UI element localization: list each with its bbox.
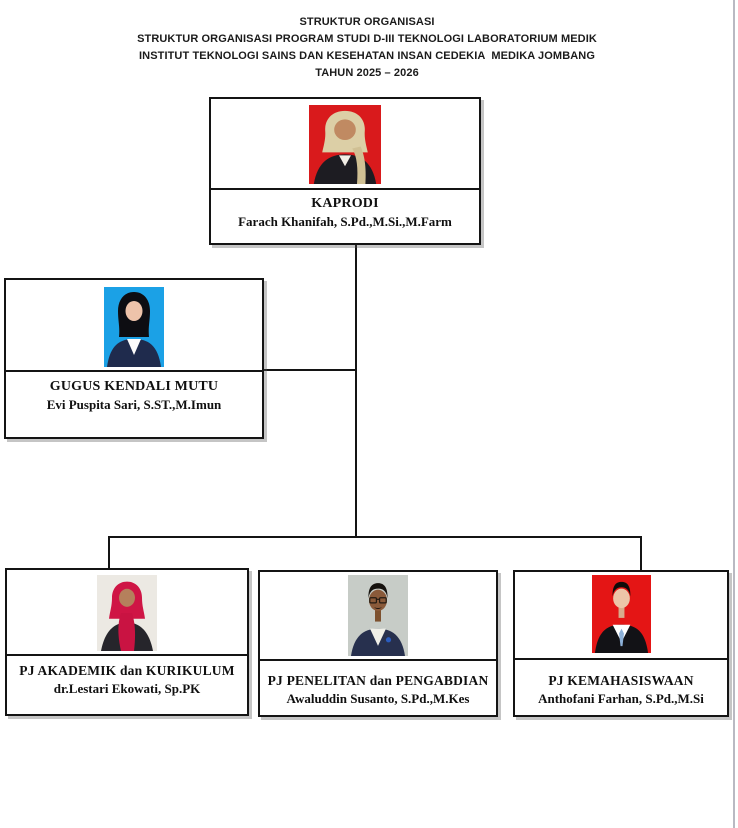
title-line-4: TAHUN 2025 – 2026	[315, 67, 419, 79]
penelitian-title: PJ PENELITAN dan PENGABDIAN	[267, 673, 489, 688]
akademik-photo	[97, 575, 157, 651]
connector-kaprodi-vertical	[355, 245, 357, 537]
kemahasiswaan-photo-frame	[515, 572, 727, 658]
kaprodi-photo	[309, 105, 381, 184]
gkm-photo	[104, 287, 164, 367]
node-pj-kemahasiswaan	[513, 570, 729, 717]
title-line-2: STRUKTUR ORGANISASI PROGRAM STUDI D-III TEKNOLOGI LABORATORIUM MEDIK	[137, 33, 597, 45]
chart-title-block	[0, 14, 734, 82]
penelitian-photo	[348, 575, 408, 656]
penelitian-name: Awaluddin Susanto, S.Pd.,M.Kes	[286, 691, 470, 706]
kaprodi-title: KAPRODI	[311, 196, 379, 211]
kemahasiswaan-photo	[592, 575, 651, 653]
connector-gkm-horizontal	[264, 369, 357, 371]
akademik-title: PJ AKADEMIK dan KURIKULUM	[19, 663, 235, 678]
kemahasiswaan-name: Anthofani Farhan, S.Pd.,M.Si	[538, 691, 704, 706]
title-line-3: INSTITUT TEKNOLOGI SAINS DAN KESEHATAN INSAN CEDEKIA MEDIKA JOMBANG	[139, 50, 595, 62]
penelitian-photo-frame	[260, 572, 496, 659]
connector-left-drop	[108, 536, 110, 568]
node-kaprodi	[209, 97, 481, 245]
akademik-photo-frame	[7, 570, 247, 654]
node-pj-penelitian	[258, 570, 498, 717]
kaprodi-name: Farach Khanifah, S.Pd.,M.Si.,M.Farm	[238, 214, 452, 229]
gkm-photo-frame	[6, 280, 262, 370]
node-gugus-kendali-mutu	[4, 278, 264, 439]
title-line-1: STRUKTUR ORGANISASI	[299, 16, 435, 28]
gkm-name: Evi Puspita Sari, S.ST.,M.Imun	[46, 397, 222, 412]
akademik-name: dr.Lestari Ekowati, Sp.PK	[53, 681, 201, 696]
connector-right-drop	[640, 536, 642, 572]
connector-children-bar	[108, 536, 642, 538]
kaprodi-photo-frame	[211, 99, 479, 188]
gkm-title: GUGUS KENDALI MUTU	[49, 379, 219, 394]
kemahasiswaan-title: PJ KEMAHASISWAAN	[548, 673, 694, 688]
page-edge-line	[733, 0, 735, 828]
node-pj-akademik	[5, 568, 249, 716]
